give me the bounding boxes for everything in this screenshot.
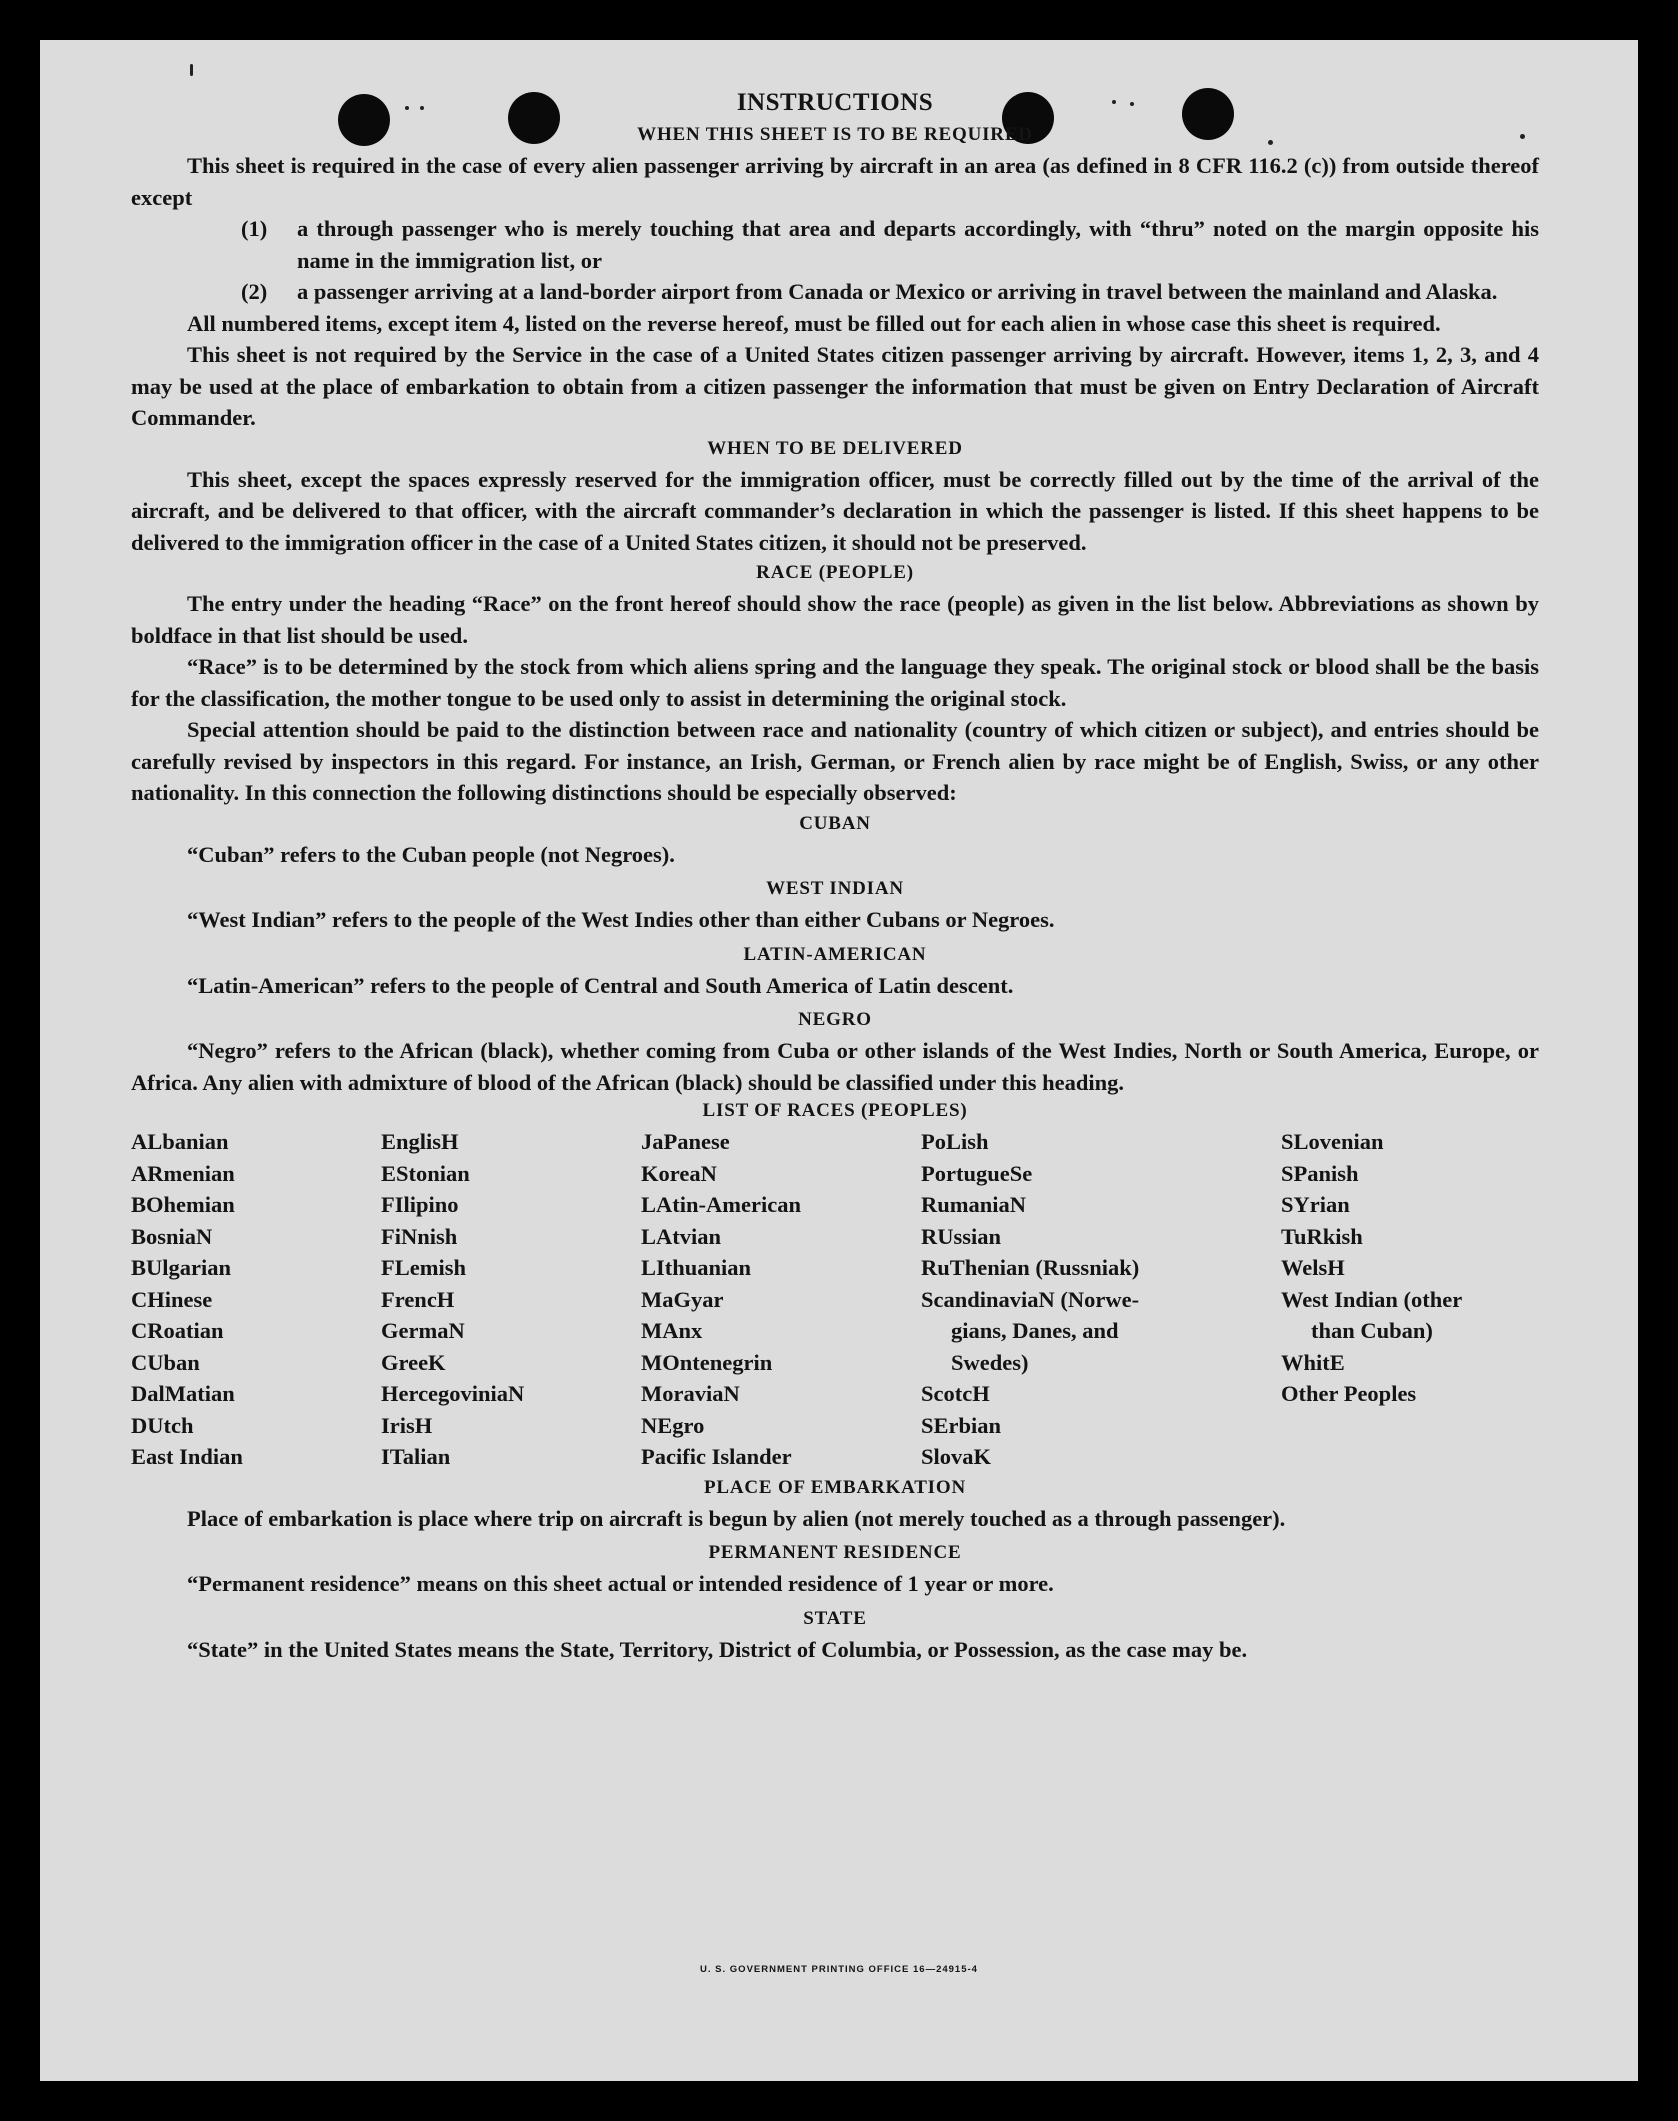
race-entry: West Indian (other <box>1281 1286 1463 1312</box>
race-entry: GermaN <box>381 1318 465 1343</box>
race-entry: PoLish <box>921 1129 989 1154</box>
race-entry: MAnx <box>641 1318 703 1343</box>
race-entry: WhitE <box>1281 1349 1345 1375</box>
section-heading: LIST OF RACES (PEOPLES) <box>702 1100 968 1121</box>
item-number: (1) <box>241 216 268 241</box>
paragraph: This sheet, except the spaces expressly reserved for the immigration officer, must be correctly filled out by the time of the arrival of the aircraft, and be delivered to that officer, with the aircraft commander’s declaration in which the passenger is listed. If this sheet happens to be delivered to the immigration officer in the case of a United States citizen, it should not be preserved. <box>131 466 1539 555</box>
race-entry: LAtin-American <box>641 1192 801 1217</box>
section-heading: STATE <box>803 1607 867 1629</box>
race-entry: TuRkish <box>1281 1223 1363 1249</box>
item-text: a through passenger who is merely touching that area and departs accordingly, with “thru” noted on the margin opposite his name in the immigration list, or <box>297 216 1539 273</box>
race-column <box>1281 1126 1539 1473</box>
race-entry: LIthuanian <box>641 1255 752 1280</box>
race-column <box>641 1126 921 1473</box>
race-entry: CRoatian <box>131 1318 224 1343</box>
paragraph: This sheet is not required by the Service in the case of a United States citizen passenger arriving by aircraft. However, items 1, 2, 3, and 4 may be used at the place of embarkation to obtain from a citizen passenger the information that must be given on Entry Declaration of Aircraft Commander. <box>131 342 1539 430</box>
race-entry: ALbanian <box>131 1129 229 1154</box>
race-entry: Swedes) <box>951 1349 1029 1375</box>
race-column <box>381 1126 641 1473</box>
paragraph: Place of embarkation is place where trip on aircraft is begun by alien (not merely touched as a through passenger). <box>187 1505 1286 1531</box>
paragraph: “Negro” refers to the African (black), whether coming from Cuba or other islands of the West Indies, North or South America, Europe, or Africa. Any alien with admixture of blood of the African (black) should be classified under this heading. <box>131 1038 1539 1095</box>
race-entry: GreeK <box>381 1349 446 1375</box>
race-entry: SlovaK <box>921 1444 992 1469</box>
race-entry: DUtch <box>131 1412 194 1438</box>
race-entry: DalMatian <box>131 1381 235 1406</box>
race-entry: SYrian <box>1281 1192 1350 1217</box>
race-entry: BUlgarian <box>131 1255 232 1280</box>
race-entry: Pacific Islander <box>641 1444 792 1469</box>
paragraph: Special attention should be paid to the distinction between race and nationality (country of which citizen or subject), and entries should be carefully revised by inspectors in this regard. For instance, an Irish, German, or French alien by race might be of English, Swiss, or any other nationality. In this connection the following distinctions should be especially observed: <box>131 717 1539 805</box>
race-entry: PortugueSe <box>921 1160 1033 1186</box>
race-entry: ITalian <box>381 1444 451 1469</box>
race-entry: WelsH <box>1281 1255 1345 1280</box>
race-entry: ScandinaviaN (Norwe- <box>921 1286 1140 1312</box>
race-entry: SPanish <box>1281 1160 1359 1186</box>
race-entry: FiNnish <box>381 1223 458 1249</box>
race-entry: than Cuban) <box>1311 1318 1433 1343</box>
race-entry: HercegoviniaN <box>381 1381 525 1406</box>
paragraph: “State” in the United States means the State, Territory, District of Columbia, or Possession, as the case may be. <box>187 1636 1248 1662</box>
section-heading: WHEN TO BE DELIVERED <box>707 437 963 459</box>
race-entry: RUssian <box>921 1223 1002 1249</box>
race-entry: SLovenian <box>1281 1129 1384 1154</box>
race-entry: Other Peoples <box>1281 1381 1417 1406</box>
race-entry: MaGyar <box>641 1286 724 1312</box>
race-entry: ARmenian <box>131 1160 235 1186</box>
race-entry: MOntenegrin <box>641 1349 773 1375</box>
race-entry: NEgro <box>641 1412 705 1438</box>
race-column <box>921 1126 1281 1473</box>
race-entry: MoraviaN <box>641 1381 740 1406</box>
paragraph: “Cuban” refers to the Cuban people (not Negroes). <box>187 841 675 867</box>
race-entry: LAtvian <box>641 1223 722 1249</box>
race-entry: EStonian <box>381 1160 470 1186</box>
race-entry: ScotcH <box>921 1381 990 1406</box>
paragraph: The entry under the heading “Race” on the front hereof should show the race (people) as given in the list below. Abbreviations as shown by boldface in that list should be used. <box>131 591 1539 648</box>
section-heading: RACE (PEOPLE) <box>756 562 914 583</box>
paragraph: All numbered items, except item 4, listed on the reverse hereof, must be filled out for each alien in whose case this sheet is required. <box>187 310 1441 336</box>
item-number: (2) <box>241 279 268 304</box>
race-entry: SErbian <box>921 1412 1002 1438</box>
list-item <box>241 276 1539 308</box>
race-entry: CHinese <box>131 1286 213 1312</box>
section-heading: CUBAN <box>799 812 871 834</box>
page-title: INSTRUCTIONS <box>736 89 934 116</box>
section-heading: LATIN-AMERICAN <box>743 943 927 965</box>
race-entry: CUban <box>131 1349 200 1375</box>
race-entry: gians, Danes, and <box>951 1318 1119 1343</box>
section-heading: WHEN THIS SHEET IS TO BE REQUIRED <box>637 124 1033 145</box>
race-column <box>131 1126 381 1473</box>
race-entry: RuThenian (Russniak) <box>921 1255 1140 1280</box>
paragraph: “Permanent residence” means on this sheet actual or intended residence of 1 year or more. <box>187 1571 1054 1596</box>
race-entry: JaPanese <box>641 1129 730 1154</box>
paragraph: “Latin-American” refers to the people of Central and South America of Latin descent. <box>187 972 1014 998</box>
printer-imprint: U. S. GOVERNMENT PRINTING OFFICE 16—24915-4 <box>700 1964 978 1975</box>
item-text: a passenger arriving at a land-border airport from Canada or Mexico or arriving in travel between the mainland and Alaska. <box>297 279 1498 304</box>
paragraph: “Race” is to be determined by the stock from which aliens spring and the language they speak. The original stock or blood shall be the basis for the classification, the mother tongue to be used only to assist in determining the original stock. <box>131 654 1539 711</box>
race-entry: BosniaN <box>131 1223 213 1249</box>
race-entry: East Indian <box>131 1444 243 1469</box>
section-heading: PLACE OF EMBARKATION <box>704 1476 966 1498</box>
section-heading: NEGRO <box>798 1009 872 1030</box>
section-heading: WEST INDIAN <box>766 878 904 899</box>
race-entry: IrisH <box>381 1412 433 1438</box>
paragraph: This sheet is required in the case of every alien passenger arriving by aircraft in an area (as defined in 8 CFR 116.2 (c)) from outside thereof except <box>131 153 1539 210</box>
document-sheet <box>40 40 1638 2081</box>
paragraph: “West Indian” refers to the people of the West Indies other than either Cubans or Negroes. <box>187 907 1055 932</box>
race-entry: FIlipino <box>381 1192 459 1217</box>
list-item <box>241 213 1539 276</box>
race-entry: FrencH <box>381 1286 455 1312</box>
race-entry: EnglisH <box>381 1129 459 1154</box>
section-heading: PERMANENT RESIDENCE <box>708 1542 962 1563</box>
race-entry: BOhemian <box>131 1192 235 1217</box>
race-entry: KoreaN <box>641 1160 717 1186</box>
instructions-content <box>131 86 1539 1665</box>
race-entry: RumaniaN <box>921 1192 1027 1217</box>
race-entry: FLemish <box>381 1255 467 1280</box>
race-list <box>131 1126 1539 1473</box>
